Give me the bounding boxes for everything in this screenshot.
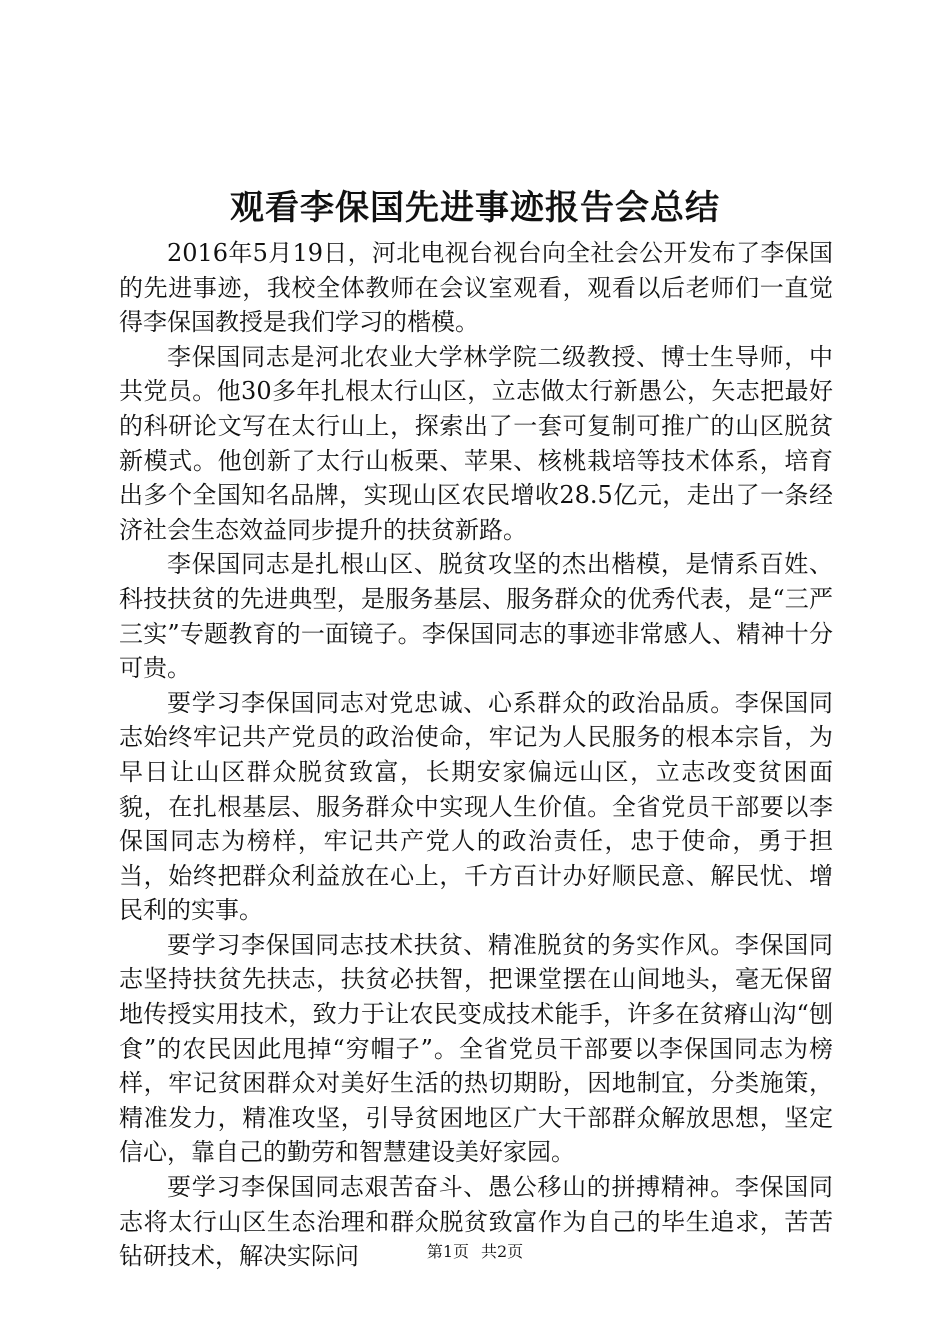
document-title: 观看李保国先进事迹报告会总结 — [230, 188, 720, 228]
paragraph: 要学习李保国同志对党忠诚、心系群众的政治品质。李保国同志始终牢记共产党员的政治使命，牢记为人民服务的根本宗旨，为早日让山区群众脱贫致富，长期安家偏远山区，立志改变贫困面貌，在扎根基层、服务群众中实现人生价值。全省党员干部要以李保国同志为榜样，牢记共产党人的政治责任，忠于使命，勇于担当，始终把群众利益放在心上，千方百计办好顺民意、解民忧、增民利的实事。 — [119, 688, 833, 925]
document-body — [119, 236, 833, 1274]
page-total: 共2页 — [481, 1242, 524, 1261]
paragraph: 要学习李保国同志技术扶贫、精准脱贫的务实作风。李保国同志坚持扶贫先扶志，扶贫必扶智，把课堂摆在山间地头，毫无保留地传授实用技术，致力于让农民变成技术能手，许多在贫瘠山沟“刨食”的农民因此甩掉“穷帽子”。全省党员干部要以李保国同志为榜样，牢记贫困群众对美好生活的热切期盼，因地制宜，分类施策，精准发力，精准攻坚，引导贫困地区广大干部群众解放思想，坚定信心，靠自己的勤劳和智慧建设美好家园。 — [119, 930, 833, 1167]
paragraph: 2016年5月19日，河北电视台视台向全社会公开发布了李保国的先进事迹，我校全体教师在会议室观看，观看以后老师们一直觉得李保国教授是我们学习的楷模。 — [119, 239, 833, 337]
paragraph: 要学习李保国同志艰苦奋斗、愚公移山的拼搏精神。李保国同志将太行山区生态治理和群众脱贫致富作为自己的毕生追求，苦苦钻研技术，解决实际问 — [119, 1173, 833, 1271]
paragraph: 李保国同志是扎根山区、脱贫攻坚的杰出楷模，是情系百姓、科技扶贫的先进典型，是服务基层、服务群众的优秀代表，是“三严三实”专题教育的一面镜子。李保国同志的事迹非常感人、精神十分可贵。 — [119, 550, 833, 683]
page-number: 第1页 — [426, 1242, 469, 1261]
paragraph: 李保国同志是河北农业大学林学院二级教授、博士生导师，中共党员。他30多年扎根太行山区，立志做太行新愚公，矢志把最好的科研论文写在太行山上，探索出了一套可复制可推广的山区脱贫新模式。他创新了太行山板栗、苹果、核桃栽培等技术体系，培育出多个全国知名品牌，实现山区农民增收28.5亿元，走出了一条经济社会生态效益同步提升的扶贫新路。 — [119, 342, 833, 544]
page-footer — [0, 1241, 950, 1263]
